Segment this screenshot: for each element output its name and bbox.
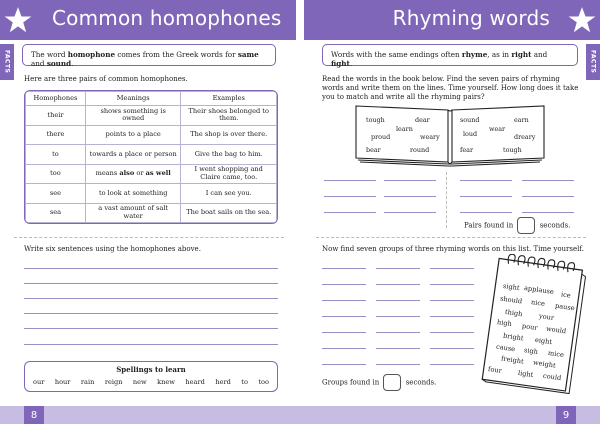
facts-tab-right: FACTS xyxy=(586,44,600,80)
answer-line[interactable] xyxy=(324,212,376,213)
answer-line[interactable] xyxy=(322,348,366,349)
table-row: there points to a place The shop is over there. xyxy=(26,125,277,145)
answer-line[interactable] xyxy=(324,196,376,197)
book-word: dreary xyxy=(514,133,536,141)
answer-line[interactable] xyxy=(430,316,474,317)
notebook-word: weight xyxy=(532,358,557,370)
spelling-word: rain xyxy=(80,378,95,386)
notebook-word: bright xyxy=(502,331,525,343)
answer-line[interactable] xyxy=(384,212,436,213)
notebook-word: thigh xyxy=(504,307,523,319)
answer-line[interactable] xyxy=(430,332,474,333)
left-header-bar xyxy=(0,0,296,40)
rhyme-instruction: Read the words in the book below. Find the seven pairs of rhyming words and write them on the lines. Time yourself. How long does it take you to match and write all the rhyming pairs? xyxy=(322,75,579,101)
answer-line[interactable] xyxy=(376,268,420,269)
pairs-seconds-box[interactable] xyxy=(517,217,535,234)
footer-bar xyxy=(0,406,600,424)
writing-line[interactable] xyxy=(24,298,278,299)
spellings-box xyxy=(24,361,278,392)
spelling-word: new xyxy=(132,378,147,386)
spelling-word: hour xyxy=(54,378,71,386)
book-word: loud xyxy=(463,130,478,138)
answer-line[interactable] xyxy=(324,180,376,181)
spelling-word: our xyxy=(33,378,45,386)
section-divider xyxy=(14,237,284,238)
spelling-word: too xyxy=(258,378,269,386)
answer-line[interactable] xyxy=(522,196,574,197)
notebook-word: freight xyxy=(500,354,525,366)
notebook-word: high xyxy=(496,318,513,328)
answer-line[interactable] xyxy=(376,332,420,333)
answer-line[interactable] xyxy=(384,196,436,197)
page-number-left: 8 xyxy=(24,406,44,424)
answer-line[interactable] xyxy=(322,316,366,317)
book-word: earn xyxy=(514,116,529,124)
table-intro: Here are three pairs of common homophones. xyxy=(24,75,188,83)
answer-line[interactable] xyxy=(430,284,474,285)
answer-line[interactable] xyxy=(522,180,574,181)
notebook-word: pour xyxy=(521,321,539,333)
facts-tab-left: FACTS xyxy=(0,44,14,80)
writing-line[interactable] xyxy=(24,344,278,345)
book-word: fear xyxy=(460,146,474,154)
book-word: proud xyxy=(371,133,391,141)
spelling-word: heard xyxy=(185,378,205,386)
notebook-word: pause xyxy=(554,301,576,313)
answer-line[interactable] xyxy=(460,196,512,197)
notebook-word: applause xyxy=(523,283,555,297)
book-word: weary xyxy=(420,133,440,141)
writing-line[interactable] xyxy=(24,268,278,269)
notebook-word: light xyxy=(517,368,534,380)
answer-line[interactable] xyxy=(460,212,512,213)
table-header: Meanings xyxy=(85,92,181,106)
right-fact-box: Words with the same endings often rhyme, as in right and fight. xyxy=(322,44,578,66)
star-icon xyxy=(568,6,596,34)
answer-line[interactable] xyxy=(430,364,474,365)
answer-line[interactable] xyxy=(322,332,366,333)
table-row: their shows something is owned Their shoes belonged to them. xyxy=(26,106,277,126)
spelling-word: to xyxy=(241,378,248,386)
answer-line[interactable] xyxy=(376,364,420,365)
answer-line[interactable] xyxy=(430,348,474,349)
page-number-right: 9 xyxy=(556,406,576,424)
spelling-word: herd xyxy=(215,378,231,386)
notebook-word: cause xyxy=(495,342,516,354)
table-row: see to look at something I can see you. xyxy=(26,184,277,204)
notebook-word: eight xyxy=(534,335,553,347)
writing-line[interactable] xyxy=(24,283,278,284)
notebook-word: sigh xyxy=(523,346,539,356)
answer-line[interactable] xyxy=(522,212,574,213)
answer-line[interactable] xyxy=(376,284,420,285)
homophones-table xyxy=(24,90,278,224)
answer-line[interactable] xyxy=(376,348,420,349)
right-page-title: Rhyming words xyxy=(392,6,550,30)
table-header: Examples xyxy=(181,92,277,106)
book-word: dear xyxy=(415,116,430,124)
answer-line[interactable] xyxy=(322,364,366,365)
groups-timer: Groups found in seconds. xyxy=(322,374,436,391)
notebook-word: four xyxy=(487,365,503,375)
writing-line[interactable] xyxy=(24,328,278,329)
spellings-title: Spellings to learn xyxy=(116,365,186,374)
answer-line[interactable] xyxy=(430,268,474,269)
section-divider xyxy=(316,237,586,238)
notebook-word: mice xyxy=(547,348,565,360)
right-header-bar xyxy=(304,0,600,40)
notebook-word: would xyxy=(545,324,567,336)
notebook-word: should xyxy=(499,294,523,306)
answer-line[interactable] xyxy=(376,300,420,301)
notebook-word: nice xyxy=(530,298,546,308)
groups-seconds-box[interactable] xyxy=(383,374,401,391)
answer-line[interactable] xyxy=(384,180,436,181)
column-divider xyxy=(446,172,447,228)
table-row: to towards a place or person Give the bag to him. xyxy=(26,145,277,165)
notebook-word: could xyxy=(542,371,562,383)
book-word: round xyxy=(410,146,430,154)
star-icon xyxy=(4,6,32,34)
left-fact-box: The word homophone comes from the Greek words for same and sound. xyxy=(22,44,276,66)
answer-line[interactable] xyxy=(460,180,512,181)
spelling-word: knew xyxy=(157,378,175,386)
write-instruction: Write six sentences using the homophones above. xyxy=(24,245,201,253)
table-header: Homophones xyxy=(26,92,86,106)
notebook-word: ice xyxy=(560,290,572,300)
book-word: tough xyxy=(366,116,385,124)
book-word: learn xyxy=(396,125,413,133)
answer-line[interactable] xyxy=(322,268,366,269)
notebook-word: sight xyxy=(502,281,521,293)
answer-line[interactable] xyxy=(376,316,420,317)
left-page-title: Common homophones xyxy=(52,6,282,30)
pairs-timer: Pairs found in seconds. xyxy=(464,217,570,234)
book-word: wear xyxy=(489,125,506,133)
answer-line[interactable] xyxy=(322,284,366,285)
writing-line[interactable] xyxy=(24,313,278,314)
book-word: bear xyxy=(366,146,381,154)
answer-line[interactable] xyxy=(322,300,366,301)
groups-instruction: Now find seven groups of three rhyming words on this list. Time yourself. xyxy=(322,245,584,253)
spelling-word: reign xyxy=(104,378,123,386)
notebook-word: your xyxy=(538,311,555,323)
book-word: sound xyxy=(460,116,480,124)
table-row: too means also or as well I went shopping and Claire came, too. xyxy=(26,164,277,184)
answer-line[interactable] xyxy=(430,300,474,301)
table-row: sea a vast amount of salt water The boat sails on the sea. xyxy=(26,203,277,223)
book-word: tough xyxy=(503,146,522,154)
